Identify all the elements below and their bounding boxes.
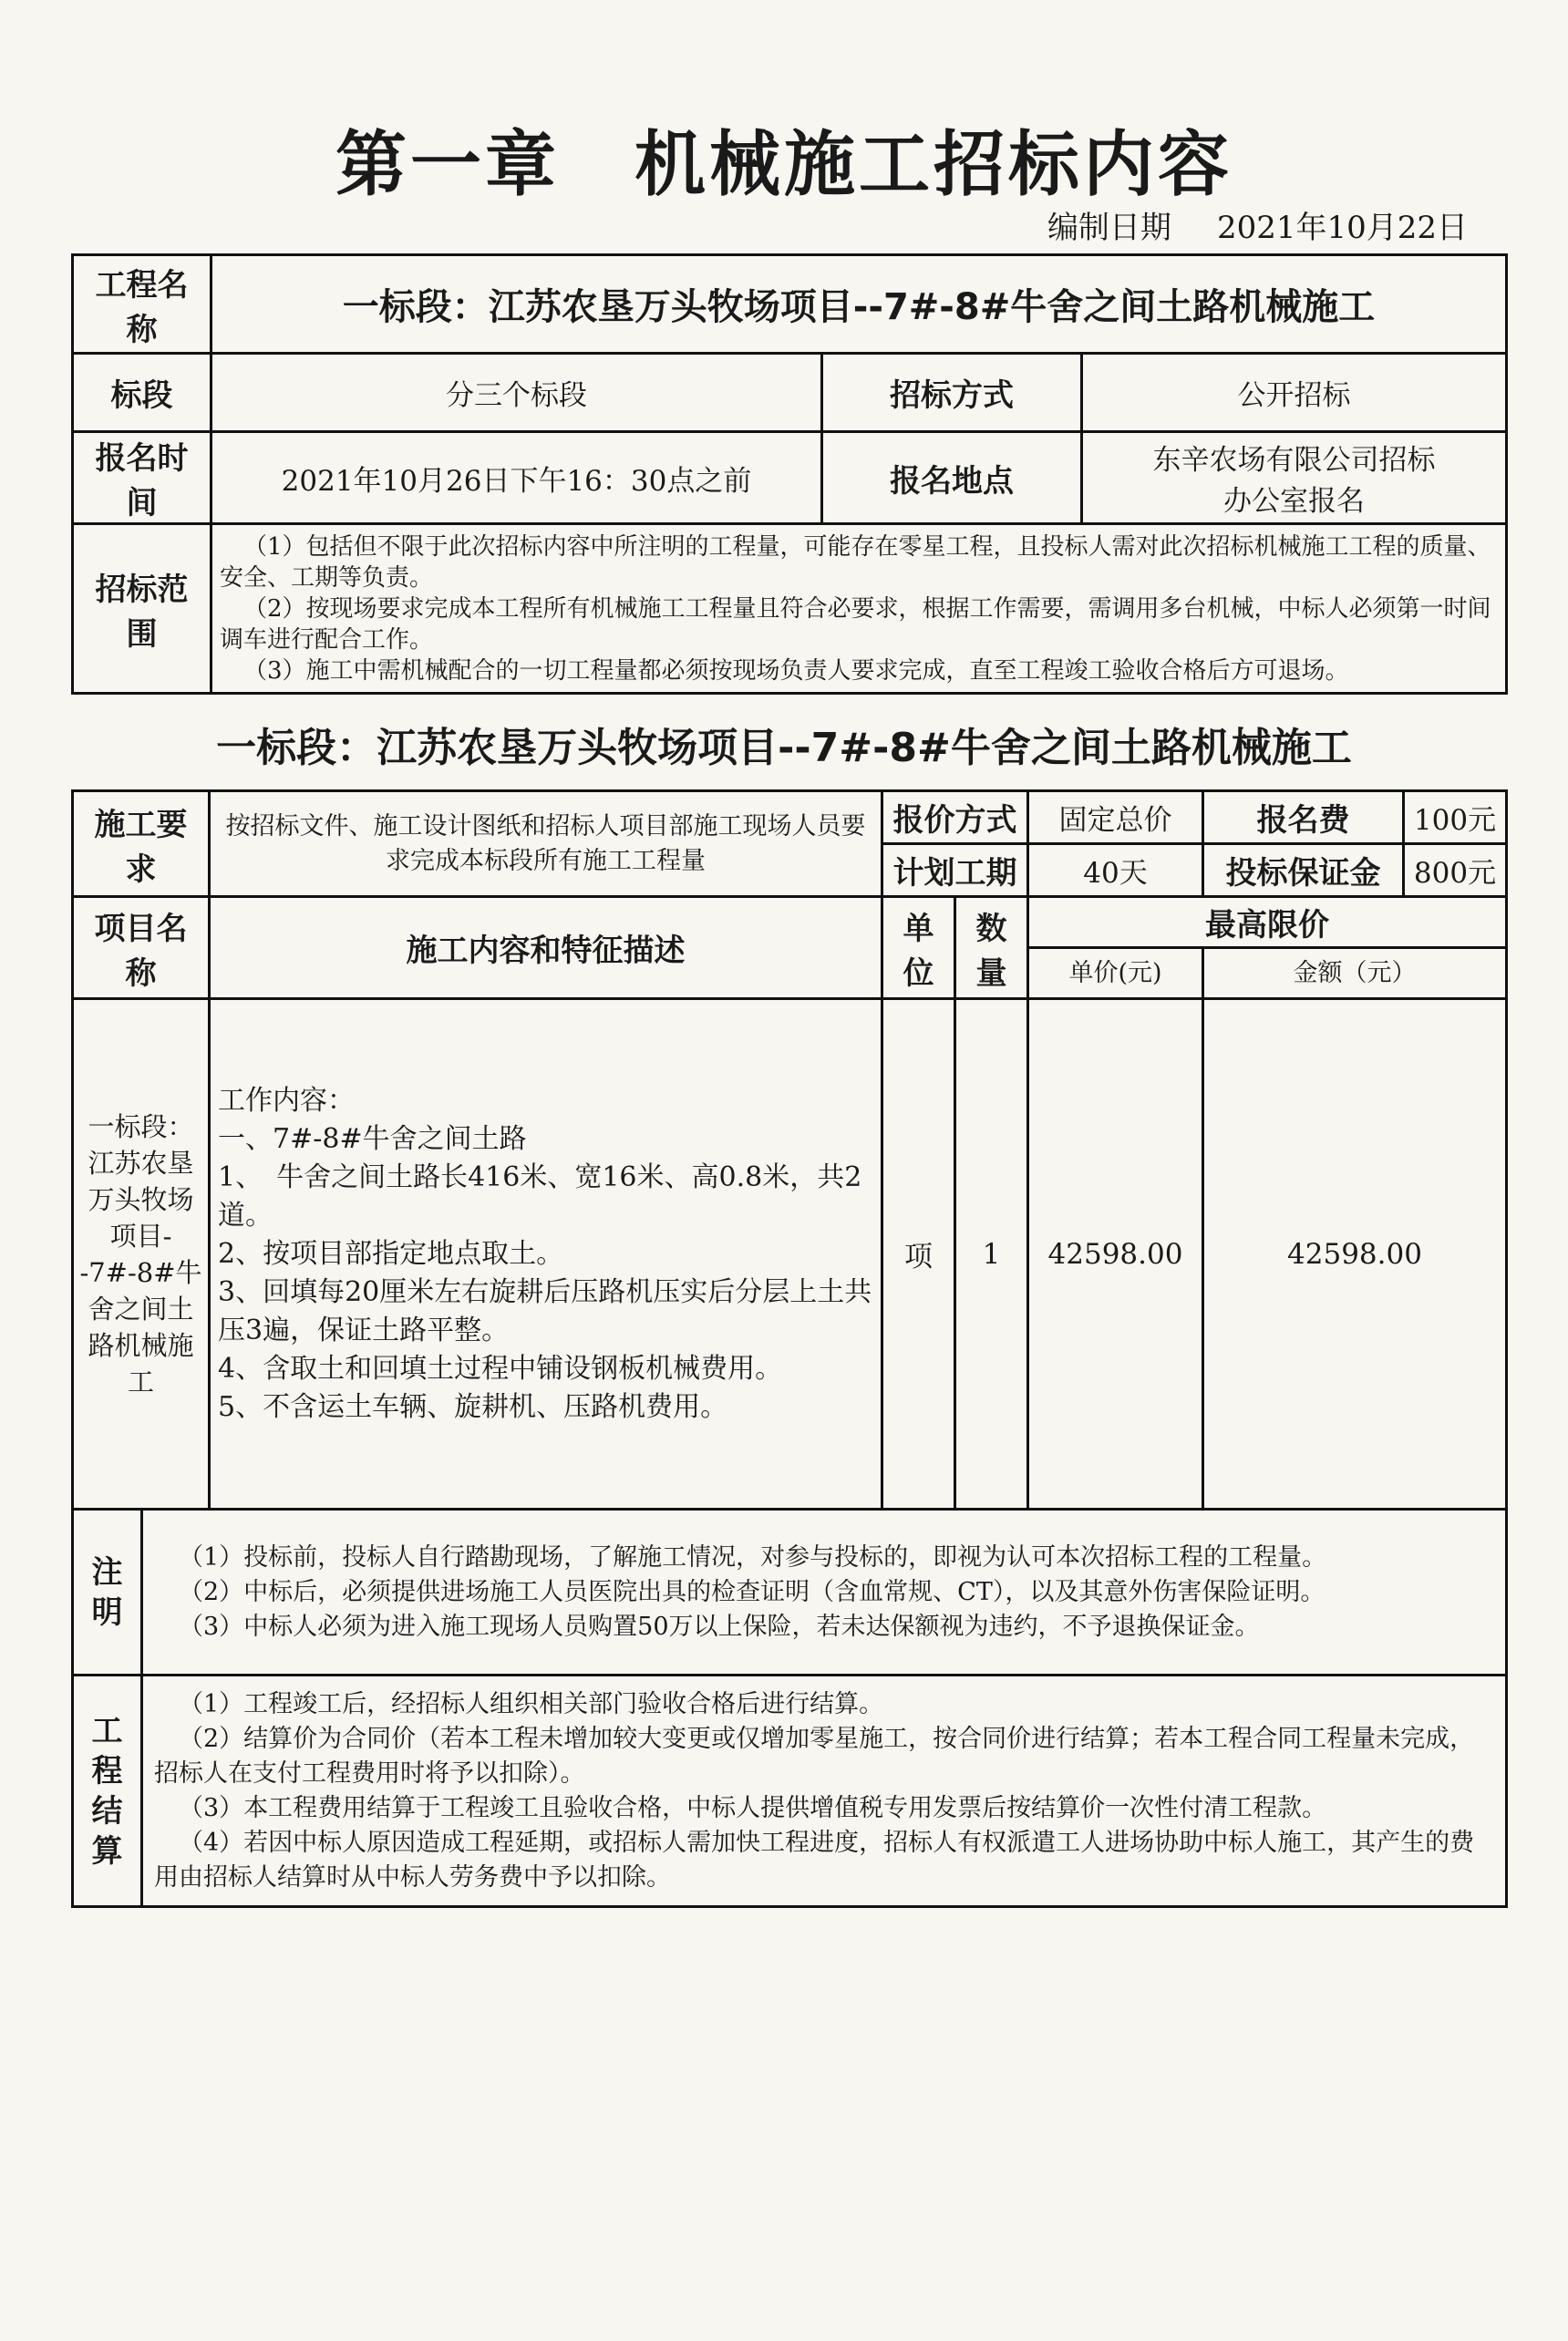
reg-place-label: 报名地点 bbox=[822, 432, 1082, 524]
req-text: 按招标文件、施工设计图纸和招标人项目部施工现场人员要求完成本标段所有施工工程量 bbox=[210, 791, 882, 897]
settle-label bbox=[73, 1676, 142, 1907]
period-label: 计划工期 bbox=[882, 844, 1028, 897]
scope-label: 招标范围 bbox=[73, 524, 211, 694]
note-item: （1）投标前，投标人自行踏勘现场，了解施工情况，对参与投标的，即视为认可本次招标工程的工程量。 bbox=[179, 1542, 1327, 1572]
row-qty: 1 bbox=[955, 999, 1028, 1510]
section-label: 标段 bbox=[73, 354, 211, 432]
detail-table bbox=[71, 789, 1508, 1908]
scope-item: （2）按现场要求完成本工程所有机械施工工程量且符合必要求，根据工作需要，需调用多台机械，中标人必须第一时间调车进行配合工作。 bbox=[220, 594, 1491, 654]
settle-item: （4）若因中标人原因造成工程延期，或招标人需加快工程进度，招标人有权派遣工人进场协助中标人施工，其产生的费用由招标人结算时从中标人劳务费中予以扣除。 bbox=[154, 1828, 1475, 1892]
deposit-value: 800元 bbox=[1404, 844, 1507, 897]
scope-content bbox=[211, 524, 1507, 694]
col-qty: 数量 bbox=[955, 897, 1028, 999]
section-value: 分三个标段 bbox=[211, 354, 822, 432]
work-line: 5、不含运土车辆、旋耕机、压路机费用。 bbox=[218, 1390, 728, 1423]
col-desc: 施工内容和特征描述 bbox=[210, 897, 882, 999]
scope-item: （3）施工中需机械配合的一切工程量都必须按现场负责人要求完成，直至工程竣工验收合格后方可退场。 bbox=[243, 656, 1349, 685]
work-line: 一、7#-8#牛舍之间土路 bbox=[218, 1122, 527, 1155]
reg-time-label: 报名时间 bbox=[73, 432, 211, 524]
col-max-price: 最高限价 bbox=[1028, 897, 1507, 948]
row-project: 一标段：江苏农垦万头牧场项目--7#-8#牛舍之间土路机械施工 bbox=[73, 999, 210, 1510]
row-work bbox=[210, 999, 882, 1510]
work-line: 2、按项目部指定地点取土。 bbox=[218, 1237, 564, 1270]
info-table bbox=[71, 253, 1508, 695]
col-amount: 金额（元） bbox=[1203, 948, 1507, 999]
work-line: 1、 牛舍之间土路长416米、宽16米、高0.8米，共2道。 bbox=[218, 1160, 862, 1232]
note-item: （3）中标人必须为进入施工现场人员购置50万以上保险，若未达保额视为违约，不予退换保证金。 bbox=[179, 1612, 1260, 1641]
compile-date-value: 2021年10月22日 bbox=[1216, 210, 1468, 246]
period-value: 40天 bbox=[1028, 844, 1203, 897]
project-name-value: 一标段：江苏农垦万头牧场项目--7#-8#牛舍之间土路机械施工 bbox=[211, 255, 1507, 354]
row-amount: 42598.00 bbox=[1203, 999, 1507, 1510]
bid-method-value: 公开招标 bbox=[1082, 354, 1507, 432]
page-title: 第一章 机械施工招标内容 bbox=[335, 124, 1233, 206]
col-unit-price: 单价(元) bbox=[1028, 948, 1203, 999]
row-unit-price: 42598.00 bbox=[1028, 999, 1203, 1510]
row-unit: 项 bbox=[882, 999, 955, 1510]
section-title: 一标段：江苏农垦万头牧场项目--7#-8#牛舍之间土路机械施工 bbox=[216, 725, 1352, 771]
compile-date bbox=[1047, 202, 1468, 247]
col-project: 项目名称 bbox=[73, 897, 210, 999]
quote-method-label: 报价方式 bbox=[882, 791, 1028, 844]
work-line: 4、含取土和回填土过程中铺设钢板机械费用。 bbox=[218, 1352, 783, 1385]
reg-place-line-1: 东辛农场有限公司招标 bbox=[1152, 444, 1436, 477]
notes-content bbox=[142, 1510, 1507, 1676]
settle-item: （1）工程竣工后，经招标人组织相关部门验收合格后进行结算。 bbox=[179, 1689, 884, 1718]
reg-place-line-2: 办公室报名 bbox=[1223, 485, 1365, 518]
settle-item: （2）结算价为合同价（若本工程未增加较大变更或仅增加零星施工，按合同价进行结算；若本工程合同工程量未完成，招标人在支付工程费用时将予以扣除）。 bbox=[154, 1724, 1475, 1788]
project-name-label: 工程名称 bbox=[73, 255, 211, 354]
col-unit: 单位 bbox=[882, 897, 955, 999]
scope-item: （1）包括但不限于此次招标内容中所注明的工程量，可能存在零星工程，且投标人需对此次招标机械施工工程的质量、安全、工期等负责。 bbox=[220, 532, 1491, 592]
notes-label: 注明 bbox=[73, 1510, 142, 1676]
note-item: （2）中标后，必须提供进场施工人员医院出具的检查证明（含血常规、CT），以及其意外伤害保险证明。 bbox=[179, 1577, 1326, 1606]
reg-fee-value: 100元 bbox=[1404, 791, 1507, 844]
compile-date-label: 编制日期 bbox=[1047, 210, 1171, 246]
settle-label-1: 工程 bbox=[91, 1712, 123, 1789]
quote-method-value: 固定总价 bbox=[1028, 791, 1203, 844]
settle-item: （3）本工程费用结算于工程竣工且验收合格，中标人提供增值税专用发票后按结算价一次性付清工程款。 bbox=[179, 1793, 1327, 1822]
req-label: 施工要求 bbox=[73, 791, 210, 897]
reg-place-value bbox=[1082, 432, 1507, 524]
bid-method-label: 招标方式 bbox=[822, 354, 1082, 432]
deposit-label: 投标保证金 bbox=[1203, 844, 1404, 897]
settle-label-2: 结算 bbox=[91, 1792, 123, 1870]
work-line: 工作内容： bbox=[218, 1084, 355, 1117]
reg-time-value: 2021年10月26日下午16：30点之前 bbox=[211, 432, 822, 524]
settle-content bbox=[142, 1676, 1507, 1907]
work-line: 3、回填每20厘米左右旋耕后压路机压实后分层上土共压3遍，保证土路平整。 bbox=[218, 1275, 872, 1346]
reg-fee-label: 报名费 bbox=[1203, 791, 1404, 844]
